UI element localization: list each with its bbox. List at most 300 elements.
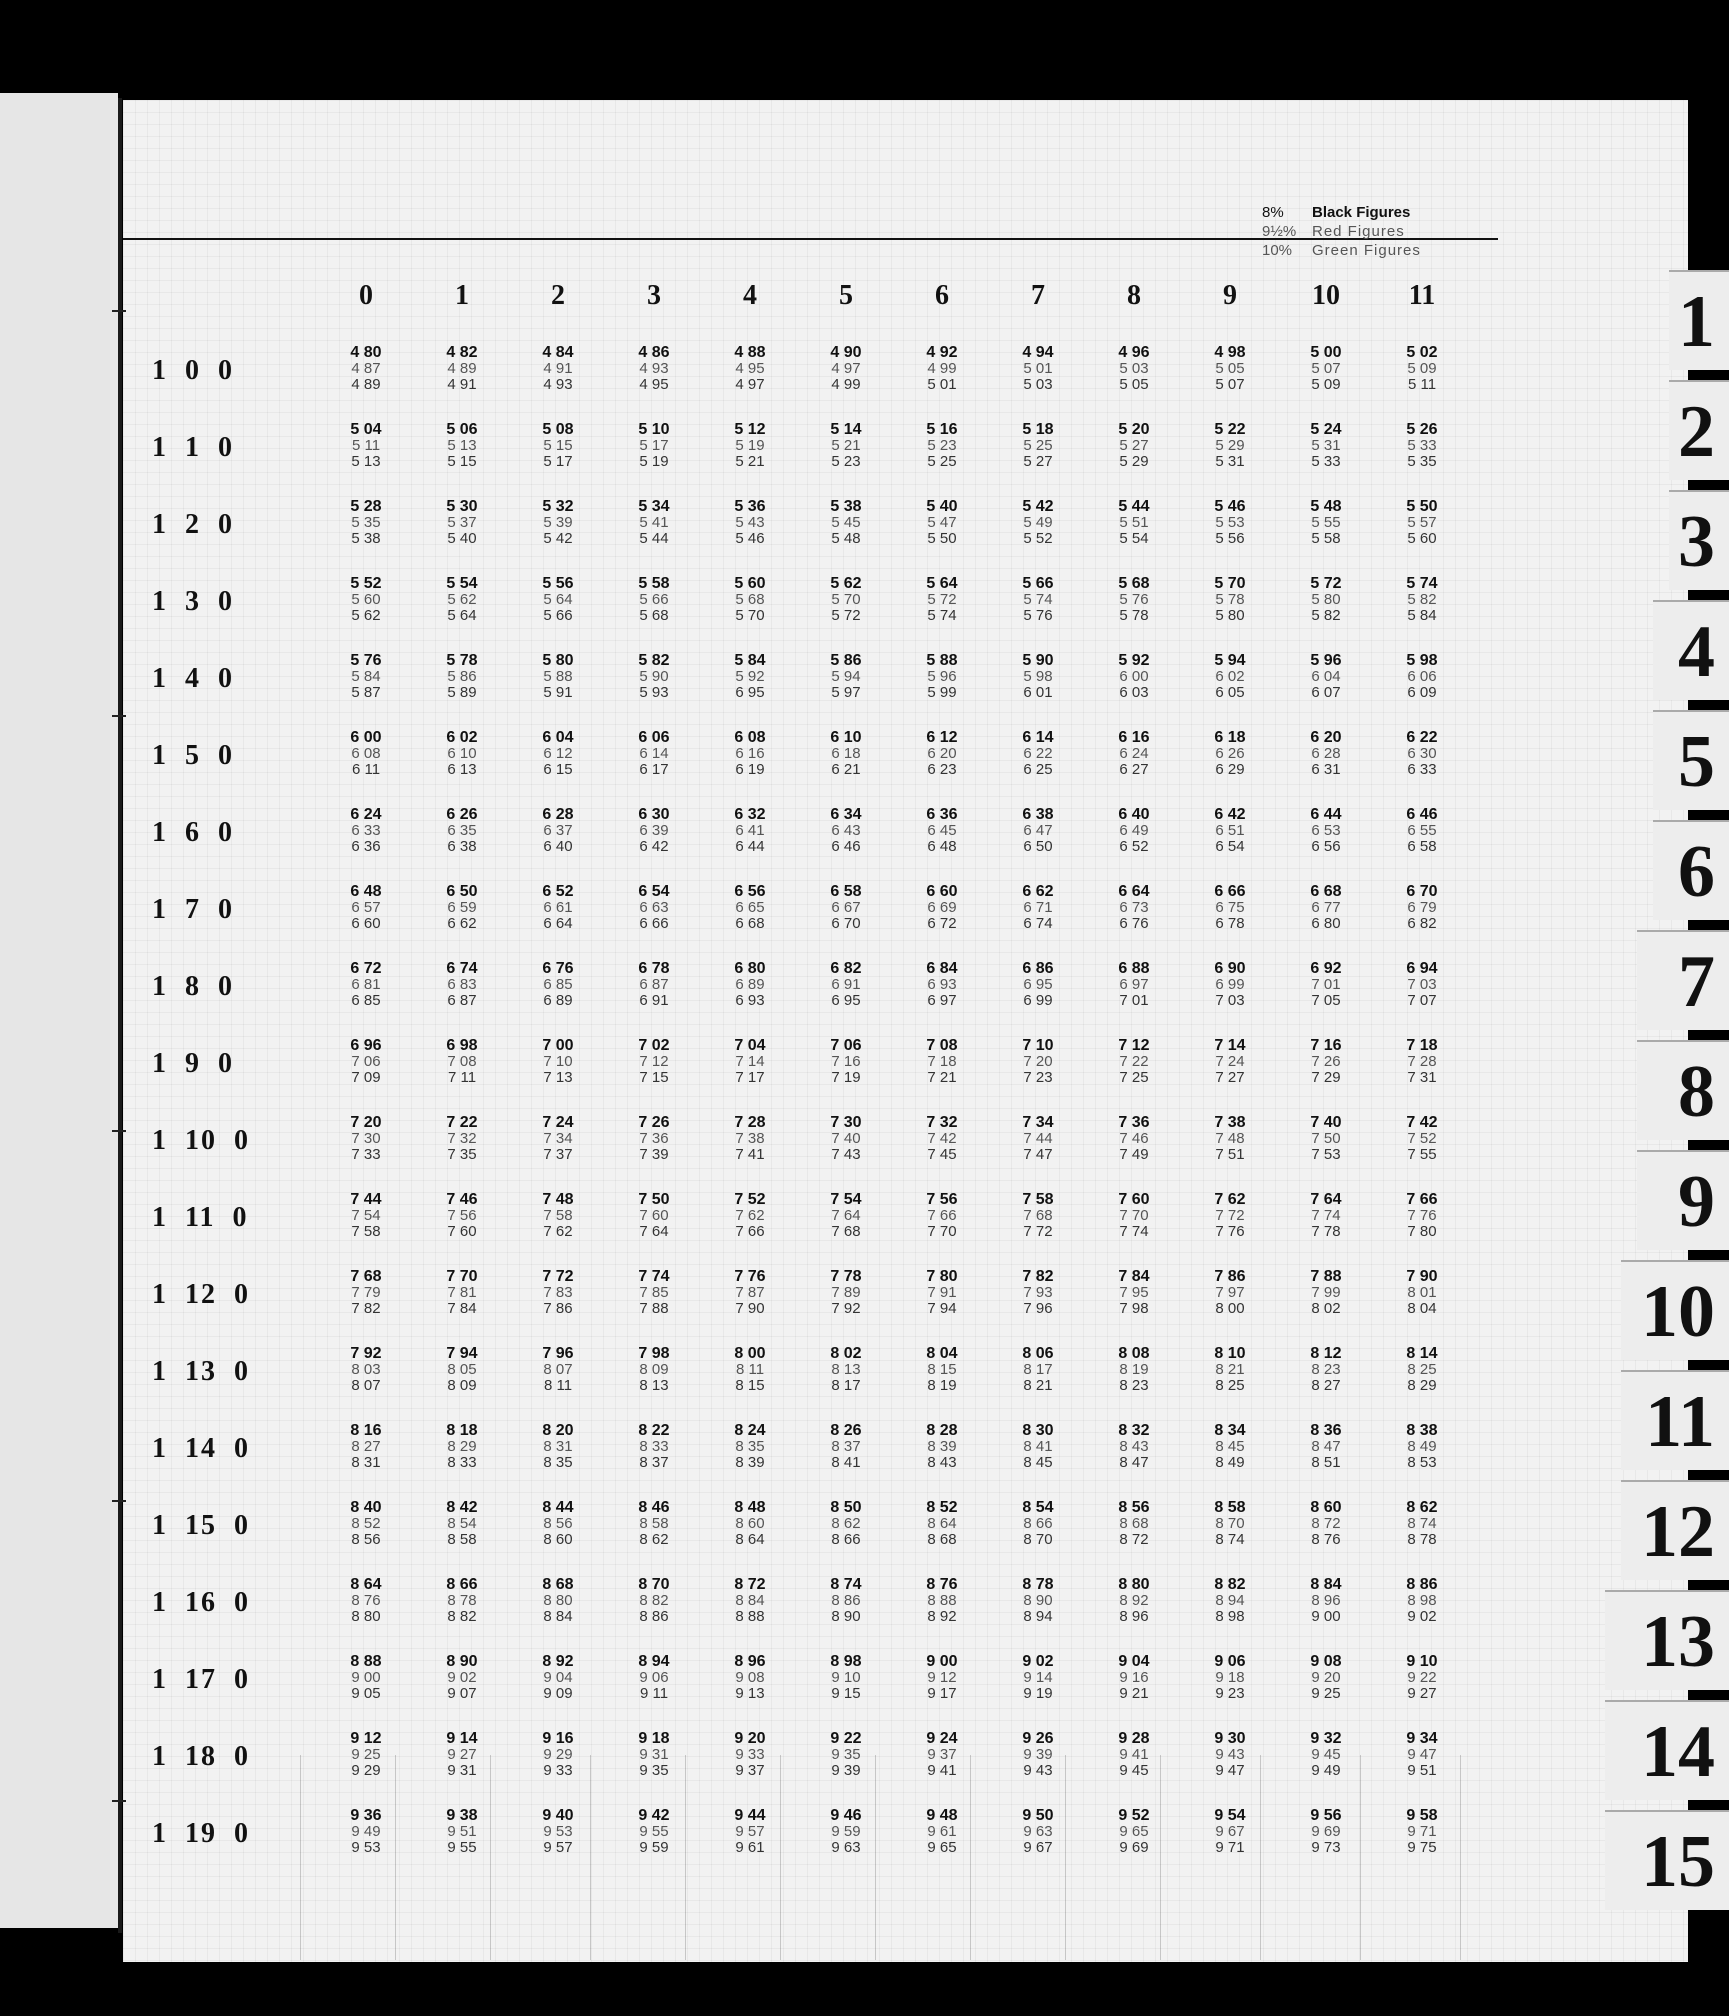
index-tab[interactable]: 8: [1637, 1040, 1729, 1140]
red-figure: 5 35: [351, 514, 381, 531]
green-figure: 5 56: [1215, 530, 1245, 547]
green-figure: 6 07: [1311, 684, 1341, 701]
green-figure: 7 03: [1215, 992, 1245, 1009]
black-figure: 9 36: [350, 1807, 382, 1824]
black-figure: 8 86: [1406, 1576, 1438, 1593]
rate-cell: [907, 1423, 977, 1471]
red-figure: 8 35: [735, 1438, 765, 1455]
green-figure: 5 54: [1119, 530, 1149, 547]
index-tab[interactable]: 13: [1605, 1590, 1729, 1690]
green-figure: 7 23: [1023, 1069, 1053, 1086]
red-figure: 9 43: [1215, 1746, 1245, 1763]
legend-label: Green Figures: [1312, 242, 1421, 259]
black-figure: 9 46: [830, 1807, 862, 1824]
grid-line: [970, 1755, 971, 1960]
index-tab[interactable]: 3: [1669, 490, 1729, 590]
rate-cell: [1099, 961, 1169, 1009]
rate-cell: [1291, 1346, 1361, 1394]
green-figure: 6 74: [1023, 915, 1053, 932]
index-tabs: [1575, 270, 1729, 1930]
rate-cell: [1099, 653, 1169, 701]
rate-cell: [811, 1269, 881, 1317]
red-figure: 5 01: [1023, 360, 1053, 377]
black-figure: 4 82: [446, 344, 478, 361]
rate-cell: [1291, 1500, 1361, 1548]
green-figure: 6 70: [831, 915, 861, 932]
black-figure: 9 34: [1406, 1730, 1438, 1747]
rate-cell: [523, 422, 593, 470]
red-figure: 7 76: [1407, 1207, 1437, 1224]
index-tab[interactable]: 7: [1637, 930, 1729, 1030]
rate-cell: [907, 730, 977, 778]
index-tab[interactable]: 1: [1669, 270, 1729, 370]
green-figure: 6 99: [1023, 992, 1053, 1009]
rate-cell: [1195, 1115, 1265, 1163]
rate-cell: [1291, 961, 1361, 1009]
rate-cell: [1195, 499, 1265, 547]
black-figure: 9 00: [926, 1653, 958, 1670]
index-tab[interactable]: 6: [1653, 820, 1729, 920]
red-figure: 8 92: [1119, 1592, 1149, 1609]
green-figure: 9 00: [1311, 1608, 1341, 1625]
rate-cell: [715, 730, 785, 778]
green-figure: 5 60: [1407, 530, 1437, 547]
spine-mark: [112, 715, 126, 717]
green-figure: 9 71: [1215, 1839, 1245, 1856]
green-figure: 9 39: [831, 1762, 861, 1779]
black-figure: 6 24: [350, 806, 382, 823]
black-figure: 9 52: [1118, 1807, 1150, 1824]
row-header: 1 3 0: [152, 586, 234, 617]
green-figure: 6 17: [639, 761, 669, 778]
green-figure: 7 39: [639, 1146, 669, 1163]
black-figure: 8 56: [1118, 1499, 1150, 1516]
green-figure: 7 94: [927, 1300, 957, 1317]
row-header: 1 15 0: [152, 1510, 250, 1541]
green-figure: 7 90: [735, 1300, 765, 1317]
red-figure: 9 55: [639, 1823, 669, 1840]
index-tab[interactable]: 11: [1621, 1370, 1729, 1470]
black-figure: 9 10: [1406, 1653, 1438, 1670]
black-figure: 8 50: [830, 1499, 862, 1516]
index-tab[interactable]: 2: [1669, 380, 1729, 480]
red-figure: 7 46: [1119, 1130, 1149, 1147]
red-figure: 5 13: [447, 437, 477, 454]
black-figure: 8 38: [1406, 1422, 1438, 1439]
green-figure: 9 33: [543, 1762, 573, 1779]
rate-cell: [907, 1038, 977, 1086]
rate-cell: [1003, 884, 1073, 932]
red-figure: 9 33: [735, 1746, 765, 1763]
red-figure: 5 11: [351, 437, 381, 454]
black-figure: 8 20: [542, 1422, 574, 1439]
black-figure: 5 52: [350, 575, 382, 592]
index-tab[interactable]: 4: [1653, 600, 1729, 700]
row-header: 1 19 0: [152, 1818, 250, 1849]
red-figure: 9 49: [351, 1823, 381, 1840]
index-tab[interactable]: 5: [1653, 710, 1729, 810]
black-figure: 5 34: [638, 498, 670, 515]
rate-cell: [811, 1346, 881, 1394]
black-figure: 4 98: [1214, 344, 1246, 361]
red-figure: 6 41: [735, 822, 765, 839]
green-figure: 8 84: [543, 1608, 573, 1625]
rate-cell: [907, 884, 977, 932]
rate-cell: [811, 499, 881, 547]
rate-cell: [427, 807, 497, 855]
green-figure: 9 17: [927, 1685, 957, 1702]
black-figure: 5 20: [1118, 421, 1150, 438]
black-figure: 6 96: [350, 1037, 382, 1054]
rate-cell: [619, 345, 689, 393]
green-figure: 9 27: [1407, 1685, 1437, 1702]
red-figure: 5 21: [831, 437, 861, 454]
red-figure: 6 51: [1215, 822, 1245, 839]
black-figure: 8 52: [926, 1499, 958, 1516]
black-figure: 5 44: [1118, 498, 1150, 515]
black-figure: 6 02: [446, 729, 478, 746]
rate-cell: [427, 1192, 497, 1240]
rate-cell: [1003, 807, 1073, 855]
green-figure: 7 96: [1023, 1300, 1053, 1317]
green-figure: 7 82: [351, 1300, 381, 1317]
black-figure: 5 08: [542, 421, 574, 438]
black-figure: 5 98: [1406, 652, 1438, 669]
red-figure: 8 96: [1311, 1592, 1341, 1609]
column-header: 0: [359, 280, 373, 311]
rate-cell: [715, 1115, 785, 1163]
black-figure: 9 56: [1310, 1807, 1342, 1824]
black-figure: 8 90: [446, 1653, 478, 1670]
index-tab[interactable]: 10: [1621, 1260, 1729, 1360]
green-figure: 7 15: [639, 1069, 669, 1086]
green-figure: 5 21: [735, 453, 765, 470]
black-figure: 9 40: [542, 1807, 574, 1824]
red-figure: 9 08: [735, 1669, 765, 1686]
green-figure: 7 58: [351, 1223, 381, 1240]
rate-cell: [1099, 1577, 1169, 1625]
grid-line: [590, 1755, 591, 1960]
rate-cell: [811, 961, 881, 1009]
rate-cell: [715, 1808, 785, 1856]
red-figure: 6 87: [639, 976, 669, 993]
green-figure: 6 40: [543, 838, 573, 855]
red-figure: 6 16: [735, 745, 765, 762]
green-figure: 8 47: [1119, 1454, 1149, 1471]
red-figure: 6 49: [1119, 822, 1149, 839]
rate-cell: [1291, 499, 1361, 547]
red-figure: 6 57: [351, 899, 381, 916]
black-figure: 6 62: [1022, 883, 1054, 900]
rate-cell: [1099, 1115, 1169, 1163]
green-figure: 6 52: [1119, 838, 1149, 855]
rate-cell: [619, 1808, 689, 1856]
index-tab[interactable]: 15: [1605, 1810, 1729, 1910]
green-figure: 9 21: [1119, 1685, 1149, 1702]
rate-cell: [715, 1654, 785, 1702]
red-figure: 8 15: [927, 1361, 957, 1378]
green-figure: 8 43: [927, 1454, 957, 1471]
rate-cell: [1291, 807, 1361, 855]
red-figure: 5 53: [1215, 514, 1245, 531]
red-figure: 6 83: [447, 976, 477, 993]
row-header: 1 17 0: [152, 1664, 250, 1695]
black-figure: 6 68: [1310, 883, 1342, 900]
green-figure: 8 72: [1119, 1531, 1149, 1548]
black-figure: 5 70: [1214, 575, 1246, 592]
green-figure: 5 89: [447, 684, 477, 701]
grid-line: [1260, 1755, 1261, 1960]
rate-cell: [1387, 1500, 1457, 1548]
red-figure: 6 97: [1119, 976, 1149, 993]
rate-cell: [1387, 807, 1457, 855]
green-figure: 5 80: [1215, 607, 1245, 624]
green-figure: 9 55: [447, 1839, 477, 1856]
rate-cell: [1003, 1577, 1073, 1625]
red-figure: 7 81: [447, 1284, 477, 1301]
red-figure: 6 61: [543, 899, 573, 916]
rate-cell: [331, 1269, 401, 1317]
red-figure: 6 45: [927, 822, 957, 839]
legend-pct: 9½%: [1262, 223, 1297, 240]
black-figure: 7 26: [638, 1114, 670, 1131]
red-figure: 6 33: [351, 822, 381, 839]
green-figure: 5 15: [447, 453, 477, 470]
rate-cell: [1291, 1423, 1361, 1471]
red-figure: 5 86: [447, 668, 477, 685]
black-figure: 8 84: [1310, 1576, 1342, 1593]
grid-line: [300, 1755, 301, 1960]
black-figure: 7 46: [446, 1191, 478, 1208]
rate-cell: [1195, 1577, 1265, 1625]
black-figure: 7 60: [1118, 1191, 1150, 1208]
red-figure: 9 63: [1023, 1823, 1053, 1840]
rate-cell: [619, 1654, 689, 1702]
green-figure: 6 95: [735, 684, 765, 701]
green-figure: 6 85: [351, 992, 381, 1009]
black-figure: 6 32: [734, 806, 766, 823]
rate-cell: [523, 653, 593, 701]
black-figure: 9 54: [1214, 1807, 1246, 1824]
black-figure: 7 40: [1310, 1114, 1342, 1131]
black-figure: 6 22: [1406, 729, 1438, 746]
red-figure: 5 17: [639, 437, 669, 454]
red-figure: 5 62: [447, 591, 477, 608]
spine-mark: [112, 310, 126, 312]
red-figure: 6 85: [543, 976, 573, 993]
green-figure: 7 05: [1311, 992, 1341, 1009]
rate-cell: [1387, 1423, 1457, 1471]
rate-cell: [1291, 1808, 1361, 1856]
rate-cell: [619, 1192, 689, 1240]
red-figure: 5 72: [927, 591, 957, 608]
red-figure: 8 62: [831, 1515, 861, 1532]
green-figure: 6 01: [1023, 684, 1053, 701]
red-figure: 8 56: [543, 1515, 573, 1532]
black-figure: 8 58: [1214, 1499, 1246, 1516]
red-figure: 7 48: [1215, 1130, 1245, 1147]
black-figure: 8 42: [446, 1499, 478, 1516]
grid-line: [1360, 1755, 1361, 1960]
black-figure: 7 50: [638, 1191, 670, 1208]
black-figure: 8 44: [542, 1499, 574, 1516]
index-tab[interactable]: 14: [1605, 1700, 1729, 1800]
legend-pct: 10%: [1262, 242, 1293, 259]
rate-cell: [1099, 1731, 1169, 1779]
black-figure: 8 36: [1310, 1422, 1342, 1439]
black-figure: 9 22: [830, 1730, 862, 1747]
black-figure: 9 20: [734, 1730, 766, 1747]
red-figure: 4 87: [351, 360, 381, 377]
black-figure: 9 04: [1118, 1653, 1150, 1670]
black-figure: 6 72: [350, 960, 382, 977]
spine-mark: [112, 1800, 126, 1802]
rate-cell: [811, 1577, 881, 1625]
black-figure: 6 30: [638, 806, 670, 823]
rate-cell: [715, 653, 785, 701]
green-figure: 5 35: [1407, 453, 1437, 470]
rate-cell: [427, 1423, 497, 1471]
black-figure: 5 46: [1214, 498, 1246, 515]
black-figure: 7 74: [638, 1268, 670, 1285]
red-figure: 9 45: [1311, 1746, 1341, 1763]
black-figure: 6 42: [1214, 806, 1246, 823]
black-figure: 6 76: [542, 960, 574, 977]
black-figure: 4 84: [542, 344, 574, 361]
green-figure: 8 31: [351, 1454, 381, 1471]
black-figure: 7 18: [1406, 1037, 1438, 1054]
rate-cell: [427, 1269, 497, 1317]
green-figure: 5 74: [927, 607, 957, 624]
black-figure: 7 84: [1118, 1268, 1150, 1285]
rate-cell: [907, 1731, 977, 1779]
rate-cell: [811, 1654, 881, 1702]
red-figure: 9 16: [1119, 1669, 1149, 1686]
green-figure: 9 67: [1023, 1839, 1053, 1856]
legend-black: [1262, 203, 1421, 222]
red-figure: 8 98: [1407, 1592, 1437, 1609]
rate-cell: [427, 345, 497, 393]
rate-cell: [523, 884, 593, 932]
green-figure: 8 94: [1023, 1608, 1053, 1625]
rate-cell: [331, 345, 401, 393]
black-figure: 5 66: [1022, 575, 1054, 592]
rate-cell: [619, 730, 689, 778]
rate-cell: [1003, 1423, 1073, 1471]
red-figure: 8 23: [1311, 1361, 1341, 1378]
red-figure: 9 25: [351, 1746, 381, 1763]
black-figure: 7 06: [830, 1037, 862, 1054]
row-header: 1 8 0: [152, 971, 234, 1002]
green-figure: 8 64: [735, 1531, 765, 1548]
green-figure: 9 31: [447, 1762, 477, 1779]
black-figure: 7 48: [542, 1191, 574, 1208]
column-header: 3: [647, 280, 661, 311]
rate-cell: [1003, 345, 1073, 393]
black-figure: 8 66: [446, 1576, 478, 1593]
red-figure: 6 65: [735, 899, 765, 916]
black-figure: 4 94: [1022, 344, 1054, 361]
red-figure: 7 22: [1119, 1053, 1149, 1070]
red-figure: 6 67: [831, 899, 861, 916]
red-figure: 6 91: [831, 976, 861, 993]
row-header: 1 10 0: [152, 1125, 250, 1156]
black-figure: 7 62: [1214, 1191, 1246, 1208]
green-figure: 6 91: [639, 992, 669, 1009]
black-figure: 9 28: [1118, 1730, 1150, 1747]
red-figure: 8 78: [447, 1592, 477, 1609]
green-figure: 8 92: [927, 1608, 957, 1625]
rate-cell: [331, 1654, 401, 1702]
rate-cell: [331, 576, 401, 624]
green-figure: 9 02: [1407, 1608, 1437, 1625]
black-figure: 5 86: [830, 652, 862, 669]
green-figure: 5 93: [639, 684, 669, 701]
black-figure: 7 68: [350, 1268, 382, 1285]
black-figure: 8 30: [1022, 1422, 1054, 1439]
green-figure: 9 11: [639, 1685, 669, 1702]
black-figure: 7 58: [1022, 1191, 1054, 1208]
black-figure: 7 22: [446, 1114, 478, 1131]
rate-cell: [907, 1500, 977, 1548]
black-figure: 8 16: [350, 1422, 382, 1439]
black-figure: 9 02: [1022, 1653, 1054, 1670]
green-figure: 7 53: [1311, 1146, 1341, 1163]
red-figure: 5 90: [639, 668, 669, 685]
red-figure: 6 20: [927, 745, 957, 762]
black-figure: 7 04: [734, 1037, 766, 1054]
red-figure: 5 15: [543, 437, 573, 454]
black-figure: 6 14: [1022, 729, 1054, 746]
black-figure: 6 88: [1118, 960, 1150, 977]
spine-mark: [112, 1500, 126, 1502]
green-figure: 9 73: [1311, 1839, 1341, 1856]
rate-cell: [523, 345, 593, 393]
rate-cell: [427, 884, 497, 932]
rate-cell: [523, 1192, 593, 1240]
black-figure: 8 48: [734, 1499, 766, 1516]
legend-pct: 8%: [1262, 204, 1284, 221]
row-header: 1 11 0: [152, 1202, 249, 1233]
black-figure: 4 90: [830, 344, 862, 361]
rate-cell: [715, 1192, 785, 1240]
red-figure: 6 06: [1407, 668, 1437, 685]
green-figure: 7 62: [543, 1223, 573, 1240]
red-figure: 7 38: [735, 1130, 765, 1147]
black-figure: 9 42: [638, 1807, 670, 1824]
rate-cell: [523, 1115, 593, 1163]
red-figure: 5 29: [1215, 437, 1245, 454]
red-figure: 9 31: [639, 1746, 669, 1763]
rate-cell: [811, 1808, 881, 1856]
green-figure: 5 07: [1215, 376, 1245, 393]
index-tab[interactable]: 12: [1621, 1480, 1729, 1580]
red-figure: 5 45: [831, 514, 861, 531]
red-figure: 8 01: [1407, 1284, 1437, 1301]
black-figure: 5 80: [542, 652, 574, 669]
rate-cell: [1195, 1500, 1265, 1548]
index-tab[interactable]: 9: [1637, 1150, 1729, 1250]
green-figure: 6 93: [735, 992, 765, 1009]
red-figure: 7 85: [639, 1284, 669, 1301]
green-figure: 7 47: [1023, 1146, 1053, 1163]
red-figure: 5 74: [1023, 591, 1053, 608]
column-header: 6: [935, 280, 949, 311]
green-figure: 6 25: [1023, 761, 1053, 778]
red-figure: 6 28: [1311, 745, 1341, 762]
green-figure: 9 41: [927, 1762, 957, 1779]
rate-cell: [1195, 345, 1265, 393]
